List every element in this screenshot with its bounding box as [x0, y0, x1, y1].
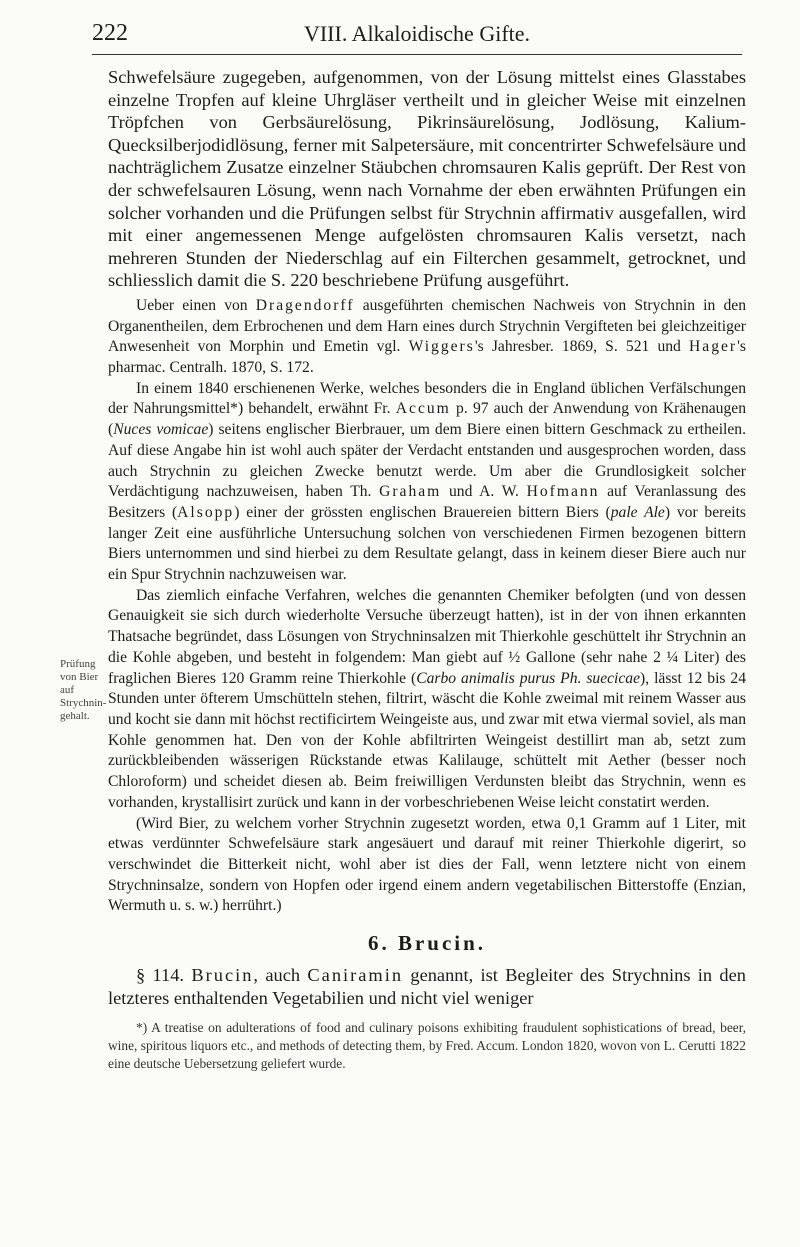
paragraph-note-bier: (Wird Bier, zu welchem vorher Strychnin zugesetzt worden, etwa 0,1 Gramm auf 1 Liter, mit etwas verdünnter Schwefelsäure stark angesäuert und darauf mit reiner Thierkohle digerirt, so verschwindet die Bitterkeit nicht, wohl aber ist dies der Fall, wenn letztere nicht von einem Strychninsalze, sondern von Hopfen oder irgend einem andern vegetabilischen Bitterstoffe (Enzian, Wermuth u. s. w.) herrührt.): [108, 814, 746, 915]
running-title: VIII. Alkaloidische Gifte.: [303, 21, 531, 46]
main-column: [108, 66, 746, 1073]
paragraph-continuation: Schwefelsäure zugegeben, aufgenommen, von der Lösung mittelst eines Glasstabes einzelne Tropfen auf kleine Uhrgläser vertheilt und in gleicher Weise mit einzelnen Tröpfchen von Gerbsäurelösung, Pikrinsäurelösung, Jodlösung, Kalium-Quecksilberjodidlösung, ferner mit Salpetersäure, mit concentrirter Schwefelsäure und nachträglichem Zusatze einzelner Stäubchen chromsauren Kalis geprüft. Der Rest von der schwefelsauren Lösung, wenn nach Vornahme der eben erwähnten Prüfungen ein solcher vorhanden und die Prüfungen selbst für Strychnin affirmativ ausgefallen, wird mit einer angemessenen Menge aufgelösten chromsauren Kalis versetzt, nach mehreren Stunden der Niederschlag auf ein Filterchen gesammelt, getrocknet, und schliesslich damit die S. 220 beschriebene Prüfung ausgeführt.: [108, 67, 746, 291]
paragraph-procedure: Das ziemlich einfache Verfahren, welches die genannten Chemiker befolgten (und von dessen Genauigkeit sie sich durch wiederholte Versuche überzeugt hatten), ist in der von ihnen erkannten Thatsache begründet, dass Lösungen von Strychninsalzen mit Thierkohle geschüttelt ihr Strychnin an die Kohle abgeben, und besteht in folgendem: Man giebt auf ½ Gallone (sehr nahe 2 ¼ Liter) des fraglichen Bieres 120 Gramm reine Thierkohle (Carbo animalis purus Ph. suecicae), lässt 12 bis 24 Stunden unter öfterem Umschütteln stehen, filtrirt, wäscht die Kohle zweimal mit reinem Wasser aus und kocht sie dann mit höchst rectificirtem Weingeiste aus, und zwar mit etwa viermal soviel, als man Kohle genommen hat. Den von der Kohle abfiltrirten Weingeist destillirt man ab, setzt zum zurückbleibenden wässerigen Rückstande etwas Kalilauge, schüttelt mit Aether (besser noch Chloroform) und scheidet diesen ab. Beim freiwilligen Verdunsten bleibt das Strychnin, wenn es vorhanden, krystallisirt zurück und kann in der vorbeschriebenen Weise leicht constatirt werden.: [108, 586, 747, 811]
footnote: *) A treatise on adulterations of food and culinary poisons exhibiting fraudulent sophistications of bread, beer, wine, spiritous liquors etc., and methods of detecting them, by Fred. Accum. London 1820, wovon von L. Cerutti 1822 eine deutsche Uebersetzung geliefert wurde.: [108, 1020, 746, 1072]
margin-note: Prüfung von Bier auf Strychnin-gehalt.: [60, 658, 107, 722]
section-heading: 6. Brucin.: [367, 931, 487, 956]
paragraph-dragendorff: Ueber einen von Dragendorff ausgeführten chemischen Nachweis von Strychnin in den Organentheilen, dem Erbrochenen und dem Harn eines durch Strychnin Vergifteten bei gleichzeitiger Anwesenheit von Morphin und Emetin vgl. Wiggers's Jahresber. 1869, S. 521 und Hager's pharmac. Centralh. 1870, S. 172.: [108, 296, 746, 377]
paragraph-accum: In einem 1840 erschienenen Werke, welches besonders die in England üblichen Verfälschungen der Nahrungsmittel*) behandelt, erwähnt Fr. Accum p. 97 auch der Anwendung von Krähenaugen (Nuces vomicae) seitens englischer Bierbrauer, um dem Biere einen bittern Geschmack zu ertheilen. Auf diese Angabe hin ist wohl auch später der Verdacht entstanden und ausgesprochen worden, dass auch Strychnin zu gleichen Zwecke benutzt werde. Um aber die Grundlosigkeit solcher Verdächtigung nachzuweisen, haben Th. Graham und A. W. Hofmann auf Veranlassung des Besitzers (Alsopp) einer der grössten englischen Brauereien bittern Biers (pale Ale) vor bereits langer Zeit eine ausführliche Untersuchung solchen von verschiedenen Firmen bezogenen bittern Biers unternommen und sind hierbei zu dem Resultate gelangt, dass in keinem dieser Biere auch nur ein Spur Strychnin nachzuweisen war.: [108, 379, 747, 584]
paragraph-brucin: § 114. Brucin, auch Caniramin genannt, ist Begleiter des Strychnins in den letzteres enthaltenden Vegetabilien und nicht viel weniger: [108, 965, 746, 1008]
page-header: [92, 20, 742, 50]
page-number: 222: [92, 20, 128, 46]
header-rule: [92, 54, 742, 55]
